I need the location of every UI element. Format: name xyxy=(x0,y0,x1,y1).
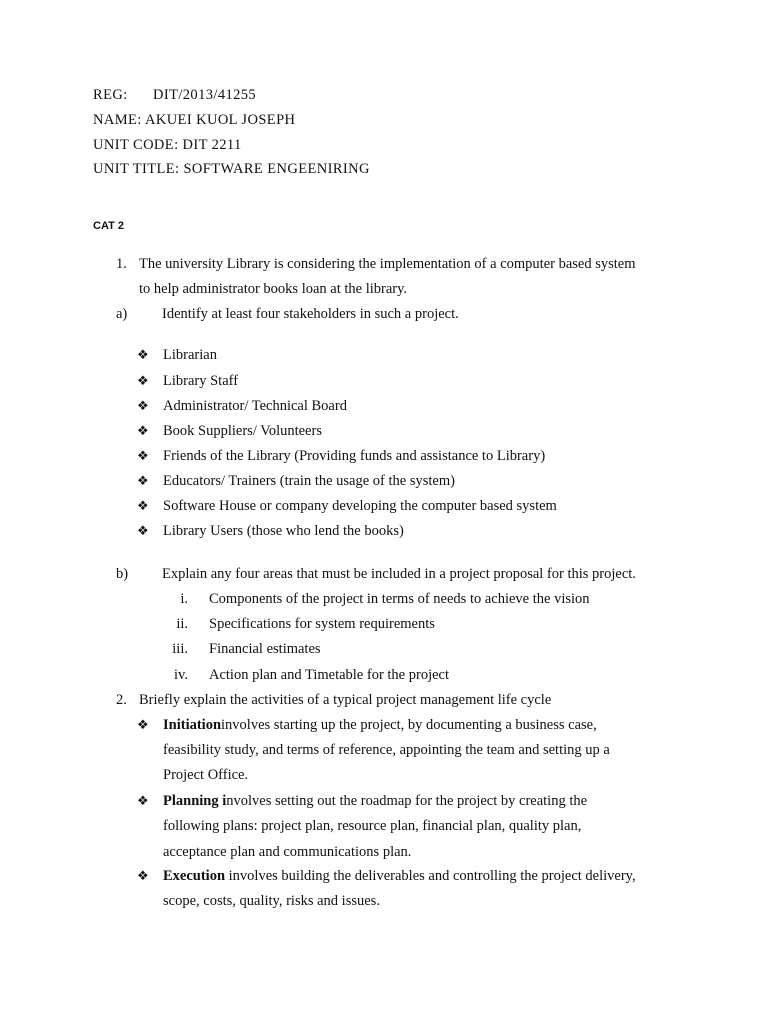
initiation-desc: involves starting up the project, by documenting a business case, xyxy=(221,717,597,733)
roman-numeral: ii. xyxy=(176,616,188,632)
roman-numeral: iii. xyxy=(172,641,188,657)
bullet-icon: ❖ xyxy=(137,423,149,438)
bullet-icon: ❖ xyxy=(137,373,149,388)
reg-value: DIT/2013/41255 xyxy=(153,87,257,103)
execution-desc: involves building the deliverables and controlling the project delivery, xyxy=(225,868,636,884)
q1-text-line2: to help administrator books loan at the library. xyxy=(139,281,408,297)
planning-line2: following plans: project plan, resource plan, financial plan, quality plan, xyxy=(163,818,582,834)
list-item: Financial estimates xyxy=(209,641,321,657)
execution-line1 xyxy=(163,868,636,885)
list-item: Action plan and Timetable for the project xyxy=(209,667,450,683)
roman-numeral: i. xyxy=(180,591,188,607)
list-item: Librarian xyxy=(163,347,217,363)
unit-title-line: UNIT TITLE: SOFTWARE ENGEENIRING xyxy=(93,161,370,177)
bullet-icon: ❖ xyxy=(137,473,149,488)
bullet-icon: ❖ xyxy=(137,523,149,538)
q1b-text: Explain any four areas that must be included in a project proposal for this project. xyxy=(162,566,636,582)
reg-label: REG: xyxy=(93,87,128,103)
q1-number: 1. xyxy=(116,256,127,272)
planning-line1 xyxy=(163,793,587,810)
planning-desc: nvolves setting out the roadmap for the project by creating the xyxy=(226,793,588,809)
bullet-icon: ❖ xyxy=(137,448,149,463)
bullet-icon: ❖ xyxy=(137,717,149,732)
list-item: Friends of the Library (Providing funds and assistance to Library) xyxy=(163,448,546,464)
initiation-line3: Project Office. xyxy=(163,767,249,783)
bullet-icon: ❖ xyxy=(137,868,149,883)
cat-heading: CAT 2 xyxy=(93,220,124,232)
bullet-icon: ❖ xyxy=(137,347,149,362)
q1a-text: Identify at least four stakeholders in such a project. xyxy=(162,306,459,322)
bullet-icon: ❖ xyxy=(137,793,149,808)
list-item: Library Staff xyxy=(163,373,239,389)
list-item: Software House or company developing the computer based system xyxy=(163,498,557,514)
q2-text: Briefly explain the activities of a typical project management life cycle xyxy=(139,692,552,708)
list-item: Library Users (those who lend the books) xyxy=(163,523,404,539)
initiation-term: Initiation xyxy=(163,717,222,733)
planning-term: Planning i xyxy=(163,793,227,809)
bullet-icon: ❖ xyxy=(137,498,149,513)
initiation-line1 xyxy=(163,717,597,734)
execution-line2: scope, costs, quality, risks and issues. xyxy=(163,893,380,909)
unit-code-line: UNIT CODE: DIT 2211 xyxy=(93,137,242,153)
q2-number: 2. xyxy=(116,692,127,708)
roman-numeral: iv. xyxy=(174,667,188,683)
q1a-label: a) xyxy=(116,306,128,322)
q1-text-line1: The university Library is considering the implementation of a computer based system xyxy=(139,256,636,272)
list-item: Specifications for system requirements xyxy=(209,616,435,632)
planning-line3: acceptance plan and communications plan. xyxy=(163,844,412,860)
execution-term: Execution xyxy=(163,868,226,884)
list-item: Administrator/ Technical Board xyxy=(163,398,347,414)
bullet-icon: ❖ xyxy=(137,398,149,413)
list-item: Educators/ Trainers (train the usage of the system) xyxy=(163,473,455,489)
reg-line xyxy=(93,87,257,104)
q1b-label: b) xyxy=(116,566,129,582)
list-item: Book Suppliers/ Volunteers xyxy=(163,423,322,439)
list-item: Components of the project in terms of needs to achieve the vision xyxy=(209,591,590,607)
name-line: NAME: AKUEI KUOL JOSEPH xyxy=(93,112,296,128)
initiation-line2: feasibility study, and terms of reference, appointing the team and setting up a xyxy=(163,742,610,758)
